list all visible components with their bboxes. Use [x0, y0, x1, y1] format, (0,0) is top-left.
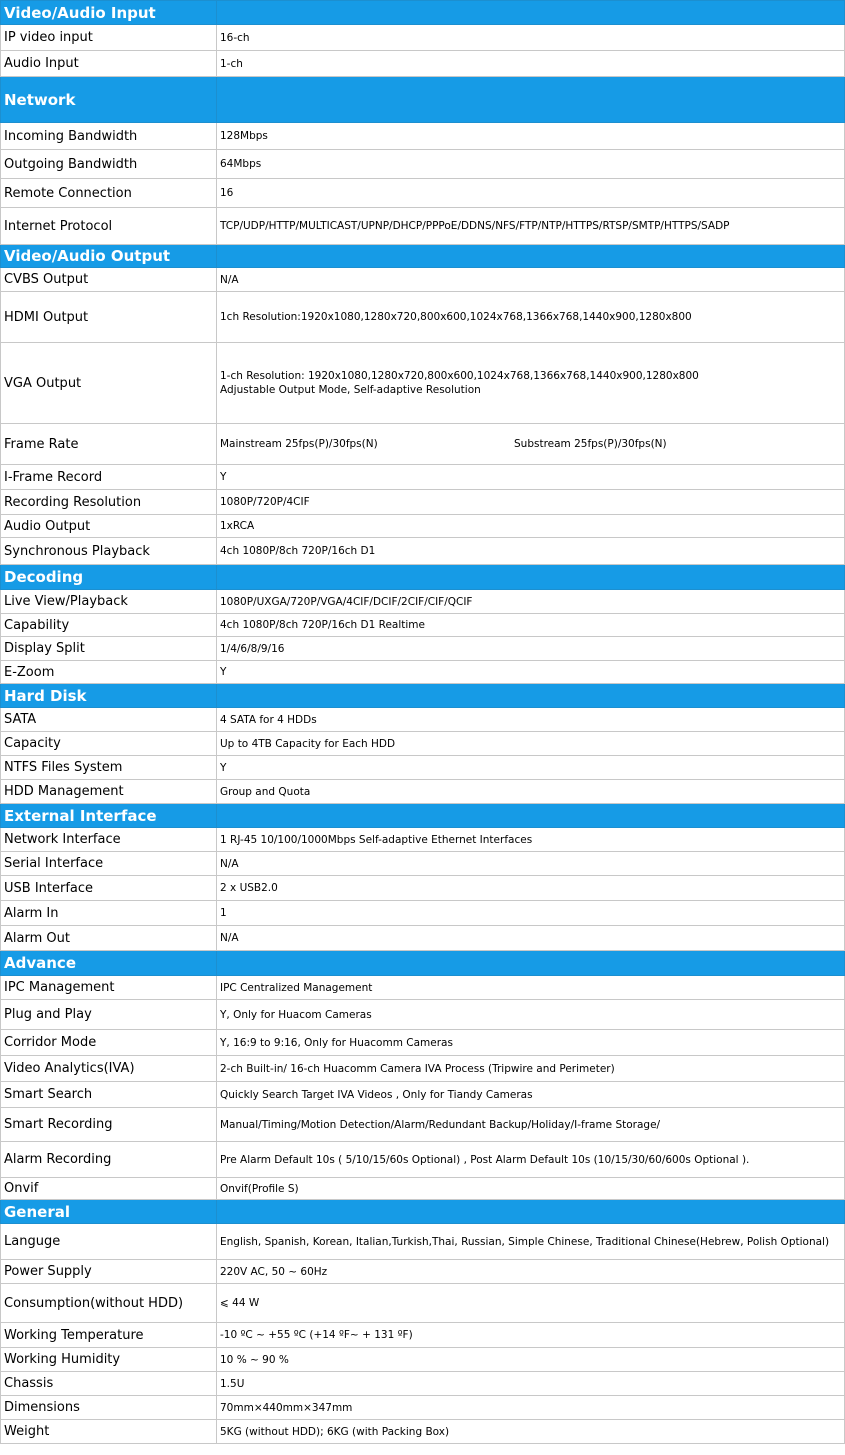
section-title: Decoding — [1, 565, 217, 590]
spec-label: Smart Recording — [1, 1108, 217, 1142]
section-title: External Interface — [1, 804, 217, 828]
spec-value: Y, Only for Huacom Cameras — [217, 1000, 845, 1030]
spec-row — [1, 538, 845, 565]
spec-value: 2-ch Built-in/ 16-ch Huacomm Camera IVA Process (Tripwire and Perimeter) — [217, 1056, 845, 1082]
spec-row — [1, 901, 845, 926]
spec-row — [1, 1056, 845, 1082]
spec-label: Dimensions — [1, 1396, 217, 1420]
spec-label: Capacity — [1, 732, 217, 756]
spec-label: Weight — [1, 1420, 217, 1444]
spec-value: 10 % ~ 90 % — [217, 1348, 845, 1372]
spec-row — [1, 828, 845, 852]
spec-label: Audio Output — [1, 515, 217, 538]
section-value-cell — [217, 77, 845, 123]
spec-row — [1, 1323, 845, 1348]
spec-row — [1, 1108, 845, 1142]
spec-row — [1, 465, 845, 490]
spec-value: 1 — [217, 901, 845, 926]
spec-value: Group and Quota — [217, 780, 845, 804]
spec-label: Audio Input — [1, 51, 217, 77]
spec-value: 1/4/6/8/9/16 — [217, 637, 845, 661]
spec-label: Alarm Out — [1, 926, 217, 951]
spec-value: 4ch 1080P/8ch 720P/16ch D1 Realtime — [217, 614, 845, 637]
section-value-cell — [217, 245, 845, 268]
section-header-row — [1, 804, 845, 828]
mainstream-value: Mainstream 25fps(P)/30fps(N) — [220, 438, 378, 450]
section-value-cell — [217, 565, 845, 590]
spec-value: N/A — [217, 926, 845, 951]
section-value-cell — [217, 951, 845, 976]
spec-label: CVBS Output — [1, 268, 217, 292]
spec-label: IPC Management — [1, 976, 217, 1000]
spec-label: Remote Connection — [1, 179, 217, 208]
spec-label: Network Interface — [1, 828, 217, 852]
spec-row — [1, 1372, 845, 1396]
spec-value: -10 ºC ~ +55 ºC (+14 ºF~ + 131 ºF) — [217, 1323, 845, 1348]
spec-row — [1, 490, 845, 515]
spec-row — [1, 661, 845, 684]
spec-value — [217, 424, 845, 465]
spec-value: 4 SATA for 4 HDDs — [217, 708, 845, 732]
section-header-row — [1, 245, 845, 268]
section-title: General — [1, 1200, 217, 1224]
spec-row — [1, 1178, 845, 1200]
spec-row — [1, 123, 845, 150]
spec-row — [1, 756, 845, 780]
spec-label: Languge — [1, 1224, 217, 1260]
spec-row — [1, 637, 845, 661]
spec-value: Y — [217, 661, 845, 684]
spec-value: 1080P/UXGA/720P/VGA/4CIF/DCIF/2CIF/CIF/QCIF — [217, 590, 845, 614]
spec-row — [1, 1348, 845, 1372]
spec-value: English, Spanish, Korean, Italian,Turkish,Thai, Russian, Simple Chinese, Traditional Chinese(Hebrew, Polish Optional) — [217, 1224, 845, 1260]
spec-row — [1, 268, 845, 292]
spec-value: 1-ch — [217, 51, 845, 77]
spec-row — [1, 1082, 845, 1108]
spec-label: Consumption(without HDD) — [1, 1284, 217, 1323]
spec-label: Working Temperature — [1, 1323, 217, 1348]
spec-row — [1, 1260, 845, 1284]
spec-value: 70mm×440mm×347mm — [217, 1396, 845, 1420]
spec-label: Alarm In — [1, 901, 217, 926]
spec-value-line-2: Adjustable Output Mode, Self-adaptive Resolution — [220, 384, 481, 396]
spec-value: 1 RJ-45 10/100/1000Mbps Self-adaptive Ethernet Interfaces — [217, 828, 845, 852]
section-title: Network — [1, 77, 217, 123]
spec-row — [1, 343, 845, 424]
spec-label: Onvif — [1, 1178, 217, 1200]
section-value-cell — [217, 804, 845, 828]
spec-label: Capability — [1, 614, 217, 637]
substream-value: Substream 25fps(P)/30fps(N) — [514, 438, 667, 450]
spec-row — [1, 876, 845, 901]
frame-rate-wrap — [220, 437, 844, 451]
spec-row — [1, 179, 845, 208]
spec-label: I-Frame Record — [1, 465, 217, 490]
spec-value: 1.5U — [217, 1372, 845, 1396]
spec-value: Y — [217, 756, 845, 780]
spec-row — [1, 208, 845, 245]
spec-row — [1, 590, 845, 614]
spec-row — [1, 708, 845, 732]
spec-value — [217, 343, 845, 424]
section-header-row — [1, 565, 845, 590]
section-title: Hard Disk — [1, 684, 217, 708]
spec-label: Internet Protocol — [1, 208, 217, 245]
section-value-cell — [217, 684, 845, 708]
spec-row — [1, 926, 845, 951]
spec-value: 16-ch — [217, 25, 845, 51]
section-header-row — [1, 1200, 845, 1224]
spec-label: VGA Output — [1, 343, 217, 424]
spec-label: Working Humidity — [1, 1348, 217, 1372]
spec-label: Recording Resolution — [1, 490, 217, 515]
spec-row — [1, 780, 845, 804]
spec-label: Chassis — [1, 1372, 217, 1396]
spec-row — [1, 1224, 845, 1260]
spec-value: N/A — [217, 852, 845, 876]
spec-label: Serial Interface — [1, 852, 217, 876]
spec-value: Manual/Timing/Motion Detection/Alarm/Redundant Backup/Holiday/I-frame Storage/ — [217, 1108, 845, 1142]
spec-value-line-1: 1-ch Resolution: 1920x1080,1280x720,800x600,1024x768,1366x768,1440x900,1280x800 — [220, 370, 699, 382]
spec-value: 1xRCA — [217, 515, 845, 538]
section-header-row — [1, 77, 845, 123]
spec-label: IP video input — [1, 25, 217, 51]
spec-value: 220V AC, 50 ~ 60Hz — [217, 1260, 845, 1284]
section-header-row — [1, 684, 845, 708]
spec-value: ⩽ 44 W — [217, 1284, 845, 1323]
spec-table-body — [1, 1, 845, 1444]
section-header-row — [1, 951, 845, 976]
spec-value: Y, 16:9 to 9:16, Only for Huacomm Cameras — [217, 1030, 845, 1056]
section-value-cell — [217, 1200, 845, 1224]
spec-row — [1, 732, 845, 756]
section-title: Advance — [1, 951, 217, 976]
spec-value: Onvif(Profile S) — [217, 1178, 845, 1200]
spec-label: Live View/Playback — [1, 590, 217, 614]
section-header-row — [1, 1, 845, 25]
spec-value: Pre Alarm Default 10s ( 5/10/15/60s Optional) , Post Alarm Default 10s (10/15/30/60/600s Optional ). — [217, 1142, 845, 1178]
spec-value: Quickly Search Target IVA Videos , Only for Tiandy Cameras — [217, 1082, 845, 1108]
spec-label: Outgoing Bandwidth — [1, 150, 217, 179]
spec-value: 64Mbps — [217, 150, 845, 179]
spec-value: Y — [217, 465, 845, 490]
spec-label: USB Interface — [1, 876, 217, 901]
spec-label: Alarm Recording — [1, 1142, 217, 1178]
spec-row — [1, 1284, 845, 1323]
spec-row — [1, 51, 845, 77]
section-title: Video/Audio Output — [1, 245, 217, 268]
spec-label: HDD Management — [1, 780, 217, 804]
spec-row — [1, 852, 845, 876]
spec-row — [1, 150, 845, 179]
spec-row — [1, 1030, 845, 1056]
spec-label: Incoming Bandwidth — [1, 123, 217, 150]
spec-row — [1, 292, 845, 343]
spec-row — [1, 1000, 845, 1030]
spec-value: N/A — [217, 268, 845, 292]
section-value-cell — [217, 1, 845, 25]
spec-row — [1, 25, 845, 51]
spec-value: 16 — [217, 179, 845, 208]
spec-value: 4ch 1080P/8ch 720P/16ch D1 — [217, 538, 845, 565]
spec-value: TCP/UDP/HTTP/MULTICAST/UPNP/DHCP/PPPoE/DDNS/NFS/FTP/NTP/HTTPS/RTSP/SMTP/HTTPS/SADP — [217, 208, 845, 245]
spec-value: 2 x USB2.0 — [217, 876, 845, 901]
spec-row — [1, 424, 845, 465]
spec-row — [1, 1420, 845, 1444]
spec-label: Video Analytics(IVA) — [1, 1056, 217, 1082]
spec-value: IPC Centralized Management — [217, 976, 845, 1000]
spec-label: Plug and Play — [1, 1000, 217, 1030]
spec-row — [1, 976, 845, 1000]
spec-value: 128Mbps — [217, 123, 845, 150]
spec-label: Synchronous Playback — [1, 538, 217, 565]
spec-label: Smart Search — [1, 1082, 217, 1108]
spec-value: Up to 4TB Capacity for Each HDD — [217, 732, 845, 756]
section-title: Video/Audio Input — [1, 1, 217, 25]
spec-row — [1, 515, 845, 538]
spec-value: 5KG (without HDD); 6KG (with Packing Box) — [217, 1420, 845, 1444]
spec-label: NTFS Files System — [1, 756, 217, 780]
spec-label: Frame Rate — [1, 424, 217, 465]
spec-label: Corridor Mode — [1, 1030, 217, 1056]
spec-label: SATA — [1, 708, 217, 732]
spec-value: 1ch Resolution:1920x1080,1280x720,800x600,1024x768,1366x768,1440x900,1280x800 — [217, 292, 845, 343]
spec-label: Display Split — [1, 637, 217, 661]
spec-label: HDMI Output — [1, 292, 217, 343]
spec-label: E-Zoom — [1, 661, 217, 684]
spec-row — [1, 1396, 845, 1420]
spec-row — [1, 614, 845, 637]
spec-row — [1, 1142, 845, 1178]
spec-value: 1080P/720P/4CIF — [217, 490, 845, 515]
spec-label: Power Supply — [1, 1260, 217, 1284]
